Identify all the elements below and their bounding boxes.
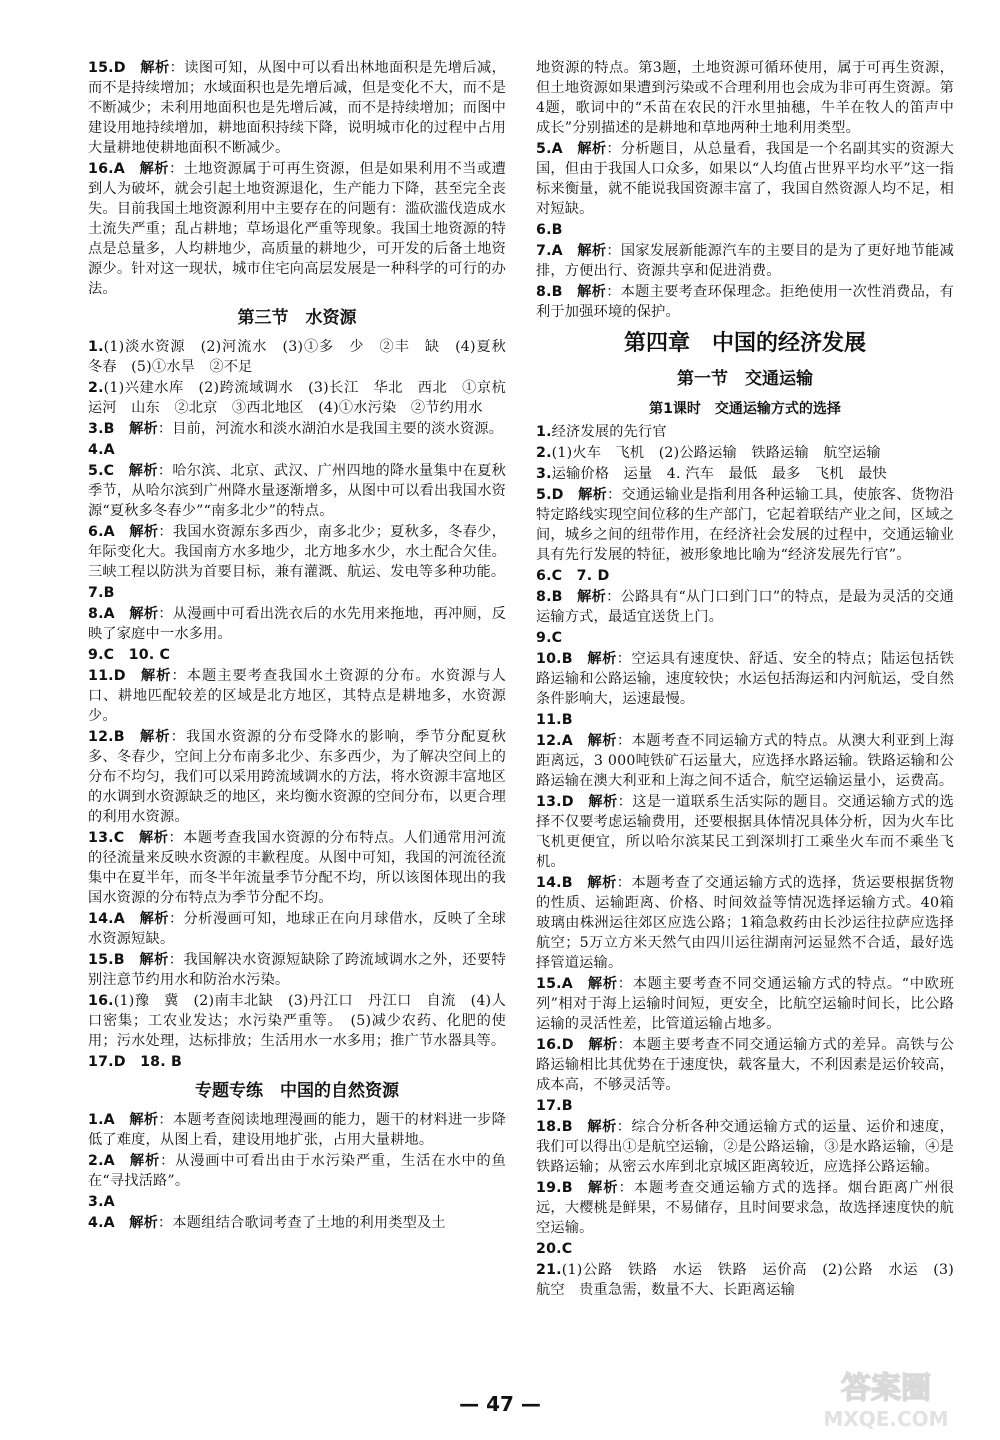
section-heading: 第三节 水资源 <box>237 308 357 328</box>
analysis-label: 解析 <box>129 1112 159 1128</box>
answer-text: ：本题主要考查不同交通运输方式的差异。高铁与公路运输相比其优势在于速度快，载客量大，不利因素是运价较高，成本高，不够灵活等。 <box>536 1037 954 1093</box>
analysis-label: 解析 <box>587 976 618 992</box>
answer-item <box>88 583 506 603</box>
answer-item <box>536 792 954 872</box>
answer-item <box>536 628 954 648</box>
question-number: 4. <box>88 442 104 458</box>
question-number: 5. <box>88 463 104 479</box>
analysis-label: 解析 <box>587 733 617 749</box>
answer-item <box>88 645 506 665</box>
question-number: 1. <box>88 339 104 355</box>
answer-choice: D <box>551 487 564 503</box>
answer-choice: B <box>103 421 115 437</box>
answer-item <box>536 443 954 463</box>
answer-text: (1)火车 飞机 (2)公路运输 铁路运输 航空运输 <box>551 445 881 461</box>
answer-text: ：公路具有“从门口到门口”的特点，是最为灵活的交通运输方式，最适宜送货上门。 <box>536 589 955 625</box>
answer-choice: A <box>103 1153 115 1169</box>
answer-choice: B <box>551 222 563 238</box>
question-number: 17. <box>88 1054 114 1070</box>
answer-text: ：本题组结合歌词考查了土地的利用类型及土 <box>158 1215 446 1231</box>
analysis-label: 解析 <box>577 284 607 300</box>
answer-item <box>536 282 954 322</box>
answer-item <box>536 464 954 484</box>
question-number: 6. <box>536 568 552 584</box>
answer-item <box>88 522 506 582</box>
analysis-label: 解析 <box>587 875 617 891</box>
question-number: 13. <box>88 830 114 846</box>
answer-choice: C <box>113 830 125 846</box>
question-number: 17. <box>536 1098 562 1114</box>
answer-choice: A <box>103 1112 115 1128</box>
answer-item <box>536 1178 954 1238</box>
question-number: 7. <box>536 243 552 259</box>
answer-item <box>536 587 954 627</box>
question-number: 1. <box>536 424 552 440</box>
analysis-label: 解析 <box>139 952 169 968</box>
answer-text: ：本题考查阅读地理漫画的能力，题干的材料进一步降低了难度，从图上看，建设用地扩张，占用大量耕地。 <box>88 1112 506 1148</box>
answer-text: ：本题主要考查我国水土资源的分布。水资源与人口、耕地匹配较差的区域是北方地区，其特点是耕地多，水资源少。 <box>88 668 507 724</box>
question-number: 15. <box>536 976 562 992</box>
analysis-label: 解析 <box>129 524 159 540</box>
lesson-heading: 第1课时 交通运输方式的选择 <box>649 401 841 417</box>
watermark-logo <box>786 1364 986 1434</box>
answer-text: ：本题主要考查不同交通运输方式的特点。“中欧班列”相对于海上运输时间短，更安全，比航空运输时间长，比公路运输的灵活性差，比管道运输占地多。 <box>536 976 954 1032</box>
analysis-label: 解析 <box>587 1180 619 1196</box>
answer-choice: A <box>561 976 573 992</box>
analysis-label: 解析 <box>587 651 617 667</box>
answer-text: (1)兴建水库 (2)跨流域调水 (3)长江 华北 西北 ①京杭运河 山东 ②北京 ③西北地区 (4)①水污染 ②节约用水 <box>88 380 506 416</box>
answer-item <box>88 58 506 158</box>
answer-choice: D <box>113 668 126 684</box>
answer-text: ：本题考查不同运输方式的特点。从澳大利亚到上海距离远，3 000吨铁矿石运量大，应选择水路运输。铁路运输和公路运输在澳大利亚和上海之间不适合，航空运输运量小，运费高。 <box>536 733 954 789</box>
answer-item <box>536 710 954 730</box>
answer-item <box>88 378 506 418</box>
answer-item <box>536 974 954 1034</box>
answer-choice: D <box>561 1037 574 1053</box>
question-number: 3. <box>536 466 552 482</box>
answer-choice: B <box>561 712 573 728</box>
analysis-label: 解析 <box>577 141 607 157</box>
answer-item <box>88 727 506 827</box>
answer-choice: B <box>561 875 573 891</box>
answer-item <box>536 485 954 565</box>
answer-choice: B <box>551 589 563 605</box>
answer-text: ：土地资源属于可再生资源，但是如果利用不当或遭到人为破坏，就会引起土地资源退化，生产能力下降，甚至完全丧失。目前我国土地资源利用中主要存在的问题有：滥砍滥伐造成水土流失严重；乱占耕地；草场退化严重等现象。我国土地资源的特点是总量多，人均耕地少，高质量的耕地少，可开发的后备土地资源少。针对这一现状，城市住宅向高层发展是一种科学的可行的办法。 <box>88 161 506 297</box>
answer-item <box>88 1151 506 1191</box>
answer-choice: C 7. D <box>551 568 610 584</box>
question-number: 16. <box>536 1037 562 1053</box>
question-number: 15. <box>88 952 114 968</box>
answer-item <box>88 159 506 299</box>
answer-text: ：空运具有速度快、舒适、安全的特点；陆运包括铁路运输和公路运输，速度较快；水运包括海运和内河航运，受自然条件影响大，运速最慢。 <box>536 651 954 707</box>
analysis-label: 解析 <box>588 794 618 810</box>
answer-text: ：分析题目，从总量看，我国是一个名副其实的资源大国，但由于我国人口众多，如果以“人均值占世界平均水平”这一指标来衡量，就不能说我国资源丰富了，我国自然资源人均不足，相对短缺。 <box>536 141 954 217</box>
right-column <box>536 58 954 1301</box>
question-number: 16. <box>88 993 114 1009</box>
question-number: 19. <box>536 1180 562 1196</box>
answer-item <box>536 1239 954 1259</box>
answer-item <box>536 241 954 281</box>
answer-choice: D 18. B <box>113 1054 182 1070</box>
answer-item <box>536 731 954 791</box>
answer-item <box>88 1052 506 1072</box>
question-number: 6. <box>536 222 552 238</box>
answer-choice: A <box>551 243 563 259</box>
question-number: 7. <box>88 585 104 601</box>
chapter-heading: 第四章 中国的经济发展 <box>623 331 866 356</box>
question-number: 10. <box>536 651 562 667</box>
answer-choice: A <box>113 161 125 177</box>
answer-item <box>88 950 506 990</box>
watermark-line1: 答案圈 <box>841 1371 931 1406</box>
answer-text: 地资源的特点。第3题，土地资源可循环使用，属于可再生资源，但土地资源如果遭到污染或不合理利用也会成为非可再生资源。第4题，歌词中的“禾苗在农民的汗水里抽穗，牛羊在牧人的笛声中成长”分别描述的是耕地和草地两种土地利用类型。 <box>536 60 954 136</box>
question-number: 3. <box>88 421 104 437</box>
answer-choice: B <box>103 585 115 601</box>
question-number: 6. <box>88 524 104 540</box>
answer-item <box>88 666 506 726</box>
answer-item <box>536 58 954 138</box>
question-number: 8. <box>536 589 552 605</box>
answer-choice: B <box>561 1180 573 1196</box>
answer-text: ：我国解决水资源短缺除了跨流域调水之外，还要特别注意节约用水和防治水污染。 <box>88 952 506 988</box>
answer-text: 运输价格 运量 4. 汽车 最低 最多 飞机 最快 <box>551 466 887 482</box>
watermark-line2: MXQE.COM <box>823 1407 949 1431</box>
question-number: 11. <box>536 712 562 728</box>
question-number: 12. <box>88 729 114 745</box>
question-number: 1. <box>88 1112 104 1128</box>
question-number: 9. <box>88 647 104 663</box>
question-number: 5. <box>536 141 552 157</box>
answer-item <box>536 139 954 219</box>
left-column <box>88 58 521 1234</box>
answer-text: ：目前，河流水和淡水湖泊水是我国主要的淡水资源。 <box>157 421 504 437</box>
answer-item <box>536 1260 954 1300</box>
analysis-label: 解析 <box>578 487 608 503</box>
answer-text: ：哈尔滨、北京、武汉、广州四地的降水量集中在夏秋季节，从哈尔滨到广州降水量逐渐增多，从图中可以看出我国水资源“夏秋多冬春少”“南多北少”的特点。 <box>88 463 506 519</box>
analysis-label: 解析 <box>140 668 172 684</box>
question-number: 2. <box>536 445 552 461</box>
question-number: 9. <box>536 630 552 646</box>
question-number: 20. <box>536 1241 562 1257</box>
answer-text: 经济发展的先行官 <box>551 424 667 440</box>
question-number: 8. <box>88 606 104 622</box>
answer-text: ：本题考查了交通运输方式的选择，货运要根据货物的性质、运输距离、价格、时间效益等情况选择运输方式。40箱玻璃由株洲运往郊区应选公路；1箱急救药由长沙运往拉萨应选择航空；5万立方米天然气由四川运往湖南河运显然不合适，最好选择管道运输。 <box>536 875 954 971</box>
question-number: 15. <box>88 60 114 76</box>
answer-choice: A <box>103 1194 115 1210</box>
answer-item <box>536 566 954 586</box>
answer-choice: A <box>551 141 563 157</box>
analysis-label: 解析 <box>129 606 159 622</box>
analysis-label: 解析 <box>140 60 170 76</box>
answer-text: ：从漫画中可看出洗衣后的水先用来拖地，再冲厕，反映了家庭中一水多用。 <box>88 606 506 642</box>
answer-item <box>536 1117 954 1177</box>
answer-choice: A <box>113 911 125 927</box>
answer-text: ：本题主要考查环保理念。拒绝使用一次性消费品，有利于加强环境的保护。 <box>536 284 954 320</box>
answer-item <box>88 909 506 949</box>
page-number: — 47 — <box>459 1392 541 1416</box>
answer-item <box>88 440 506 460</box>
question-number: 4. <box>88 1215 104 1231</box>
answer-text: ：本题考查我国水资源的分布特点。人们通常用河流的径流量来反映水资源的丰歉程度。从图中可知，我国的河流径流集中在夏半年，而冬半年流量季节分配不均，所以该图体现出的我国水资源的分布特点为季节分配不均。 <box>88 830 506 906</box>
answer-choice: A <box>103 1215 115 1231</box>
analysis-label: 解析 <box>587 1119 617 1135</box>
question-number: 13. <box>536 794 562 810</box>
answer-item <box>88 604 506 644</box>
answer-item <box>88 419 506 439</box>
section-heading: 专题专练 中国的自然资源 <box>195 1081 399 1101</box>
answer-text: ：本题考查交通运输方式的选择。烟台距离广州很远，大樱桃是鲜果，不易储存，且时间要求急，故选择速度快的航空运输。 <box>536 1180 954 1236</box>
answer-choice: A <box>561 733 573 749</box>
answer-text: ：综合分析各种交通运输方式的运量、运价和速度，我们可以得出①是航空运输，②是公路运输，③是水路运输，④是铁路运输；从密云水库到北京城区距离较近，应选择公路运输。 <box>536 1119 954 1175</box>
section-heading: 第一节 交通运输 <box>677 369 813 389</box>
answer-choice: B <box>113 952 125 968</box>
answer-choice: A <box>103 606 115 622</box>
question-number: 14. <box>536 875 562 891</box>
analysis-label: 解析 <box>129 1153 161 1169</box>
question-number: 18. <box>536 1119 562 1135</box>
answer-choice: D <box>113 60 126 76</box>
answer-choice: B <box>561 1119 573 1135</box>
answer-item <box>88 991 506 1051</box>
answer-text: ：这是一道联系生活实际的题目。交通运输方式的选择不仅要考虑运输费用，还要根据具体情况具体分析，因为火车比飞机更便宜，所以哈尔滨某民工到深圳打工乘坐火车而不乘坐飞机。 <box>536 794 954 870</box>
answer-choice: C 10. C <box>103 647 171 663</box>
question-number: 16. <box>88 161 114 177</box>
analysis-label: 解析 <box>138 830 169 846</box>
answer-item <box>536 1096 954 1116</box>
analysis-label: 解析 <box>139 729 171 745</box>
question-number: 3. <box>88 1194 104 1210</box>
answer-choice: B <box>551 284 563 300</box>
question-number: 5. <box>536 487 552 503</box>
answer-item <box>88 1110 506 1150</box>
answer-choice: A <box>103 442 115 458</box>
answer-item <box>88 337 521 377</box>
answer-item <box>536 873 954 973</box>
answer-item <box>88 1192 506 1212</box>
answer-text: (1)公路 铁路 水运 铁路 运价高 (2)公路 水运 (3)航空 贵重急需，数量不大、长距离运输 <box>536 1262 954 1298</box>
analysis-label: 解析 <box>577 243 607 259</box>
answer-text: ：我国水资源的分布受降水的影响，季节分配夏秋多、冬春少，空间上分布南多北少、东多西少，为了解决空间上的分布不均匀，我们可以采用跨流域调水的方法，将水资源丰富地区的水调到水资源缺乏的地区，来均衡水资源的空间分布，以更合理的利用水资源。 <box>88 729 506 825</box>
answer-text: (1)豫 冀 (2)南丰北缺 (3)丹江口 丹江口 自流 (4)人口密集；工农业发达；水污染严重等。 (5)减少农药、化肥的使用；污水处理，达标排放；生活用水一水多用；推广节水器具等。 <box>88 993 506 1049</box>
answer-text: ：国家发展新能源汽车的主要目的是为了更好地节能减排，方便出行、资源共享和促进消费。 <box>536 243 954 279</box>
answer-text: ：读图可知，从图中可以看出林地面积是先增后减，而不是持续增加；水域面积也是先增后减，但是变化不大，而不是不断减少；未利用地面积也是先增后减，而不是持续增加；而图中建设用地持续增加，耕地面积持续下降，说明城市化的过程中占用大量耕地使耕地面积不断减少。 <box>88 60 506 156</box>
question-number: 2. <box>88 1153 104 1169</box>
answer-item <box>536 220 954 240</box>
analysis-label: 解析 <box>588 1037 618 1053</box>
answer-choice: A <box>103 524 115 540</box>
answer-choice: B <box>561 651 573 667</box>
answer-text: ：分析漫画可知，地球正在向月球借水，反映了全球水资源短缺。 <box>88 911 506 947</box>
question-number: 12. <box>536 733 562 749</box>
answer-choice: D <box>561 794 574 810</box>
analysis-label: 解析 <box>129 1215 159 1231</box>
answer-text: ：我国水资源东多西少，南多北少；夏秋多，冬春少，年际变化大。我国南方水多地少，北方地多水少，水土配合欠佳。三峡工程以防洪为首要目标，兼有灌溉、航运、发电等多种功能。 <box>88 524 506 580</box>
analysis-label: 解析 <box>128 463 158 479</box>
question-number: 2. <box>88 380 104 396</box>
question-number: 11. <box>88 668 114 684</box>
answer-item <box>536 649 954 709</box>
answer-choice: C <box>103 463 115 479</box>
answer-item <box>536 1035 954 1095</box>
question-number: 14. <box>88 911 114 927</box>
analysis-label: 解析 <box>577 589 607 605</box>
answer-item <box>88 828 506 908</box>
answer-choice: C <box>551 630 563 646</box>
answer-text: ：交通运输业是指利用各种运输工具，使旅客、货物沿特定路线实现空间位移的生产部门，它起着联结产业之间，区域之间，城乡之间的纽带作用，在经济社会发展的过程中，交通运输业具有先行发展的特征，被形象地比喻为“经济发展先行官”。 <box>536 487 954 563</box>
analysis-label: 解析 <box>139 911 169 927</box>
analysis-label: 解析 <box>129 421 158 437</box>
answer-choice: B <box>561 1098 573 1114</box>
answer-choice: C <box>561 1241 573 1257</box>
answer-item <box>536 422 954 442</box>
answer-item <box>88 1213 506 1233</box>
question-number: 21. <box>536 1262 562 1278</box>
question-number: 8. <box>536 284 552 300</box>
answer-text: (1)淡水资源 (2)河流水 (3)①多 少 ②丰 缺 (4)夏秋 冬春 (5)①水旱 ②不足 <box>88 339 521 375</box>
analysis-label: 解析 <box>139 161 169 177</box>
answer-choice: B <box>113 729 125 745</box>
answer-text: ：从漫画中可看出由于水污染严重，生活在水中的鱼在“寻找活路”。 <box>88 1153 506 1189</box>
answer-item <box>88 461 506 521</box>
